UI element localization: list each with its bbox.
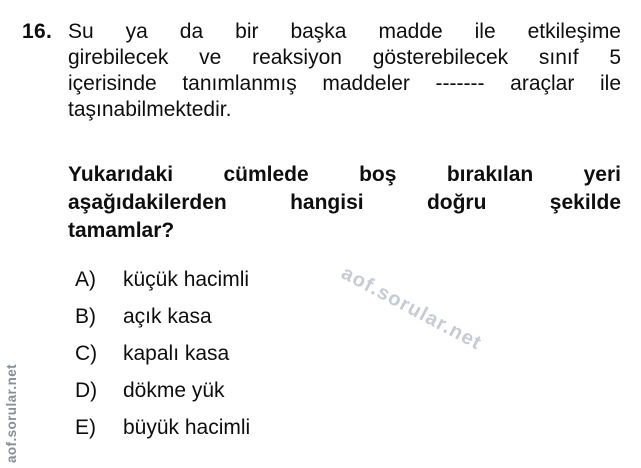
options-list — [75, 267, 250, 452]
watermark-vertical-left: aof.sorular.net — [4, 363, 19, 463]
watermark-diagonal: aof.sorular.net — [337, 262, 486, 355]
option-c — [75, 341, 250, 367]
option-c-letter: C) — [75, 342, 98, 365]
option-e — [75, 415, 250, 441]
option-e-text: büyük hacimli — [123, 416, 251, 439]
option-b — [75, 304, 250, 330]
option-b-text: açık kasa — [123, 305, 212, 328]
question-body-line: taşınabilmektedir. — [68, 98, 232, 121]
option-b-letter: B) — [75, 305, 96, 328]
question-body — [68, 19, 621, 123]
question-prompt-line: tamamlar? — [68, 219, 175, 242]
option-a — [75, 267, 250, 293]
question-body-line: içerisinde tanımlanmış maddeler ------- araçlar ile — [68, 72, 621, 95]
option-c-text: kapalı kasa — [123, 342, 230, 365]
option-d-letter: D) — [75, 379, 98, 402]
option-d-text: dökme yük — [123, 379, 225, 402]
question-prompt-line: Yukarıdaki cümlede boş bırakılan yeri — [68, 163, 621, 186]
question-prompt — [68, 161, 621, 245]
option-a-text: küçük hacimli — [123, 268, 250, 291]
option-d — [75, 378, 250, 404]
option-e-letter: E) — [75, 416, 96, 439]
option-a-letter: A) — [75, 268, 96, 291]
question-prompt-line: aşağıdakilerden hangisi doğru şekilde — [68, 191, 621, 214]
question-body-line: Su ya da bir başka madde ile etkileşime — [68, 20, 621, 43]
question-body-line: girebilecek ve reaksiyon gösterebilecek sınıf 5 — [68, 46, 621, 69]
question-number: 16. — [22, 20, 53, 43]
